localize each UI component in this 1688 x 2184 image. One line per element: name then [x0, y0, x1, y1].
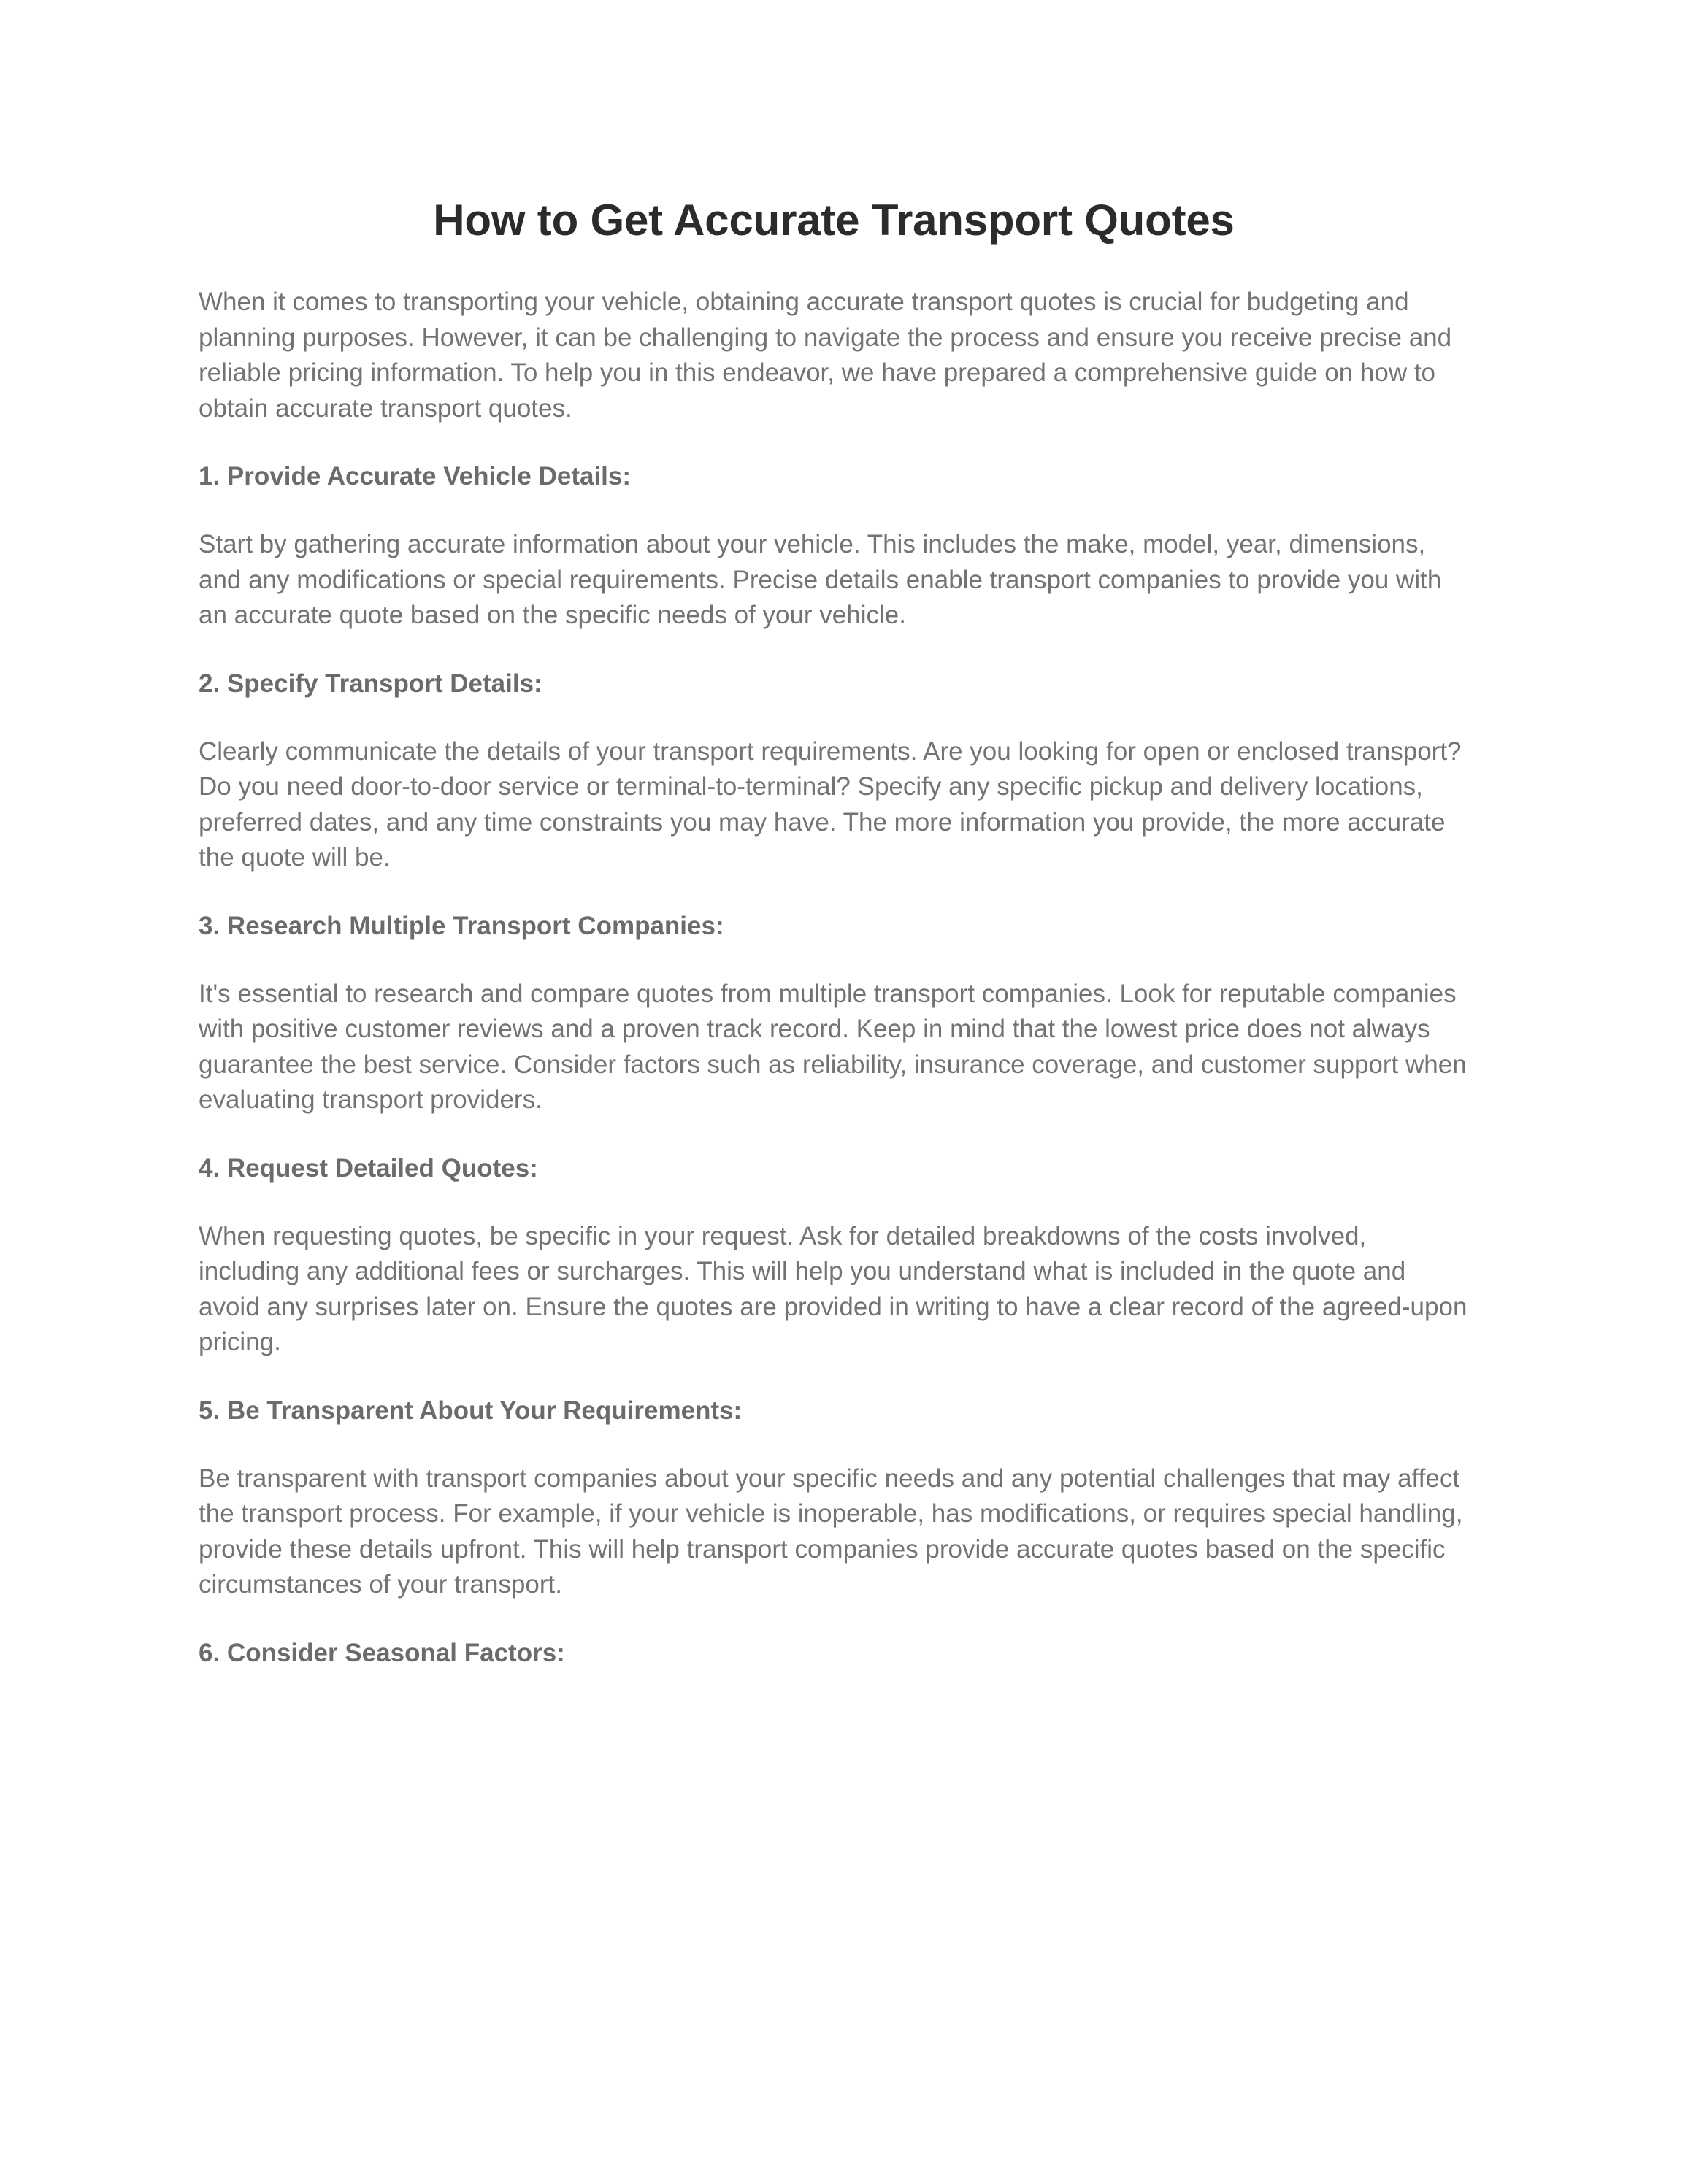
intro-paragraph: When it comes to transporting your vehicle, obtaining accurate transport quotes is crucial for budgeting and planning purposes. However, it can be challenging to navigate the process and ensure you receive precise and reliable pricing information. To help you in this endeavor, we have prepared a comprehensive guide on how to obtain accurate transport quotes.	[199, 288, 1452, 423]
section-4	[199, 1153, 1469, 1361]
section-1-paragraph: Start by gathering accurate information about your vehicle. This includes the make, model, year, dimensions, and any modifications or special requirements. Precise details enable transport companies to provide you with an accurate quote based on the specific needs of your vehicle.	[199, 530, 1442, 629]
section-5-heading: 5. Be Transparent About Your Requirements:	[199, 1396, 743, 1425]
section-1	[199, 464, 1469, 634]
page-title: How to Get Accurate Transport Quotes	[433, 196, 1235, 245]
section-1-heading: 1. Provide Accurate Vehicle Details:	[199, 462, 632, 491]
section-3	[199, 913, 1469, 1118]
section-5-paragraph: Be transparent with transport companies about your specific needs and any potential challenges that may affect the transport process. For example, if your vehicle is inoperable, has modifications, or requires special handling, provide these details upfront. This will help transport companies provide accurate quotes based on the specific circumstances of your transport.	[199, 1464, 1463, 1599]
section-6-heading: 6. Consider Seasonal Factors:	[199, 1638, 565, 1667]
section-6	[199, 1640, 1469, 1666]
section-2-paragraph: Clearly communicate the details of your transport requirements. Are you looking for open or enclosed transport? Do you need door-to-door service or terminal-to-terminal? Specify any specific pickup and delivery locations, preferred dates, and any time constraints you may have. The more information you provide, the more accurate the quote will be.	[199, 737, 1462, 872]
section-4-heading: 4. Request Detailed Quotes:	[199, 1153, 538, 1183]
section-2	[199, 671, 1469, 876]
document-content	[199, 0, 1469, 1666]
section-4-paragraph: When requesting quotes, be specific in your request. Ask for detailed breakdowns of the costs involved, including any additional fees or surcharges. This will help you understand what is included in the quote and avoid any surprises later on. Ensure the quotes are provided in writing to have a clear record of the agreed-upon pricing.	[199, 1221, 1468, 1356]
section-3-paragraph: It's essential to research and compare quotes from multiple transport companies. Look for reputable companies with positive customer reviews and a proven track record. Keep in mind that the lowest price does not always guarantee the best service. Consider factors such as reliability, insurance coverage, and customer support when evaluating transport providers.	[199, 979, 1467, 1114]
section-5	[199, 1398, 1469, 1603]
section-2-heading: 2. Specify Transport Details:	[199, 669, 542, 698]
section-3-heading: 3. Research Multiple Transport Companies:	[199, 911, 724, 940]
